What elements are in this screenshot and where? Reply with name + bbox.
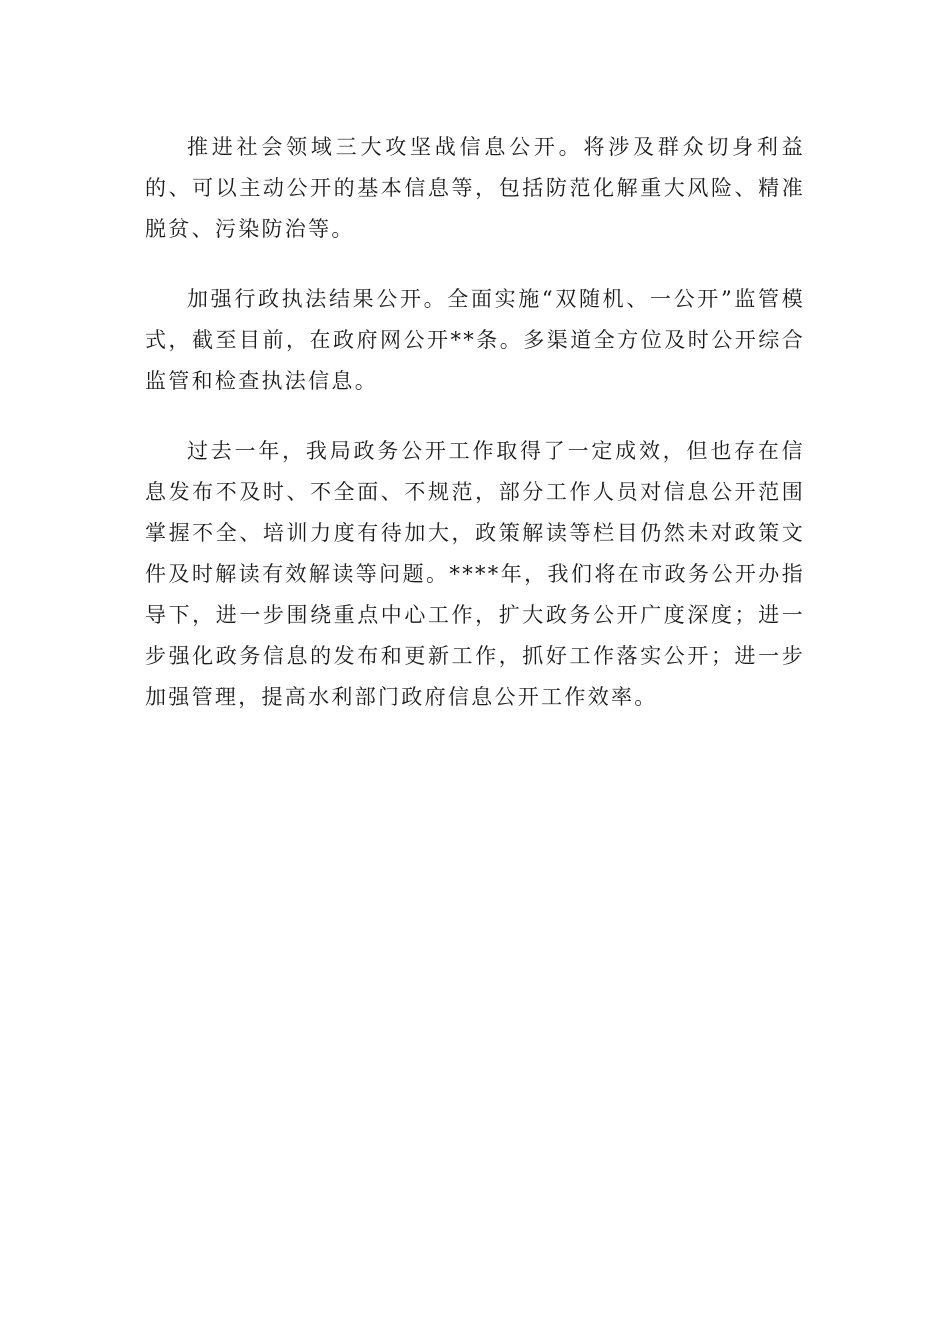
document-body — [145, 127, 805, 747]
paragraph-summary: 过去一年，我局政务公开工作取得了一定成效，但也存在信息发布不及时、不全面、不规范，部分工作人员对信息公开范围掌握不全、培训力度有待加大，政策解读等栏目仍然未对政策文件及时解读有效解读等问题。****年，我们将在市政务公开办指导下，进一步围绕重点中心工作，扩大政务公开广度深度；进一步强化政务信息的发布和更新工作，抓好工作落实公开；进一步加强管理，提高水利部门政府信息公开工作效率。 — [145, 439, 805, 709]
paragraph-social-info: 推进社会领域三大攻坚战信息公开。将涉及群众切身利益的、可以主动公开的基本信息等，包括防范化解重大风险、精准脱贫、污染防治等。 — [145, 135, 805, 241]
paragraph-law-enforcement: 加强行政执法结果公开。全面实施“双随机、一公开”监管模式，截至目前，在政府网公开**条。多渠道全方位及时公开综合监管和检查执法信息。 — [145, 287, 805, 393]
